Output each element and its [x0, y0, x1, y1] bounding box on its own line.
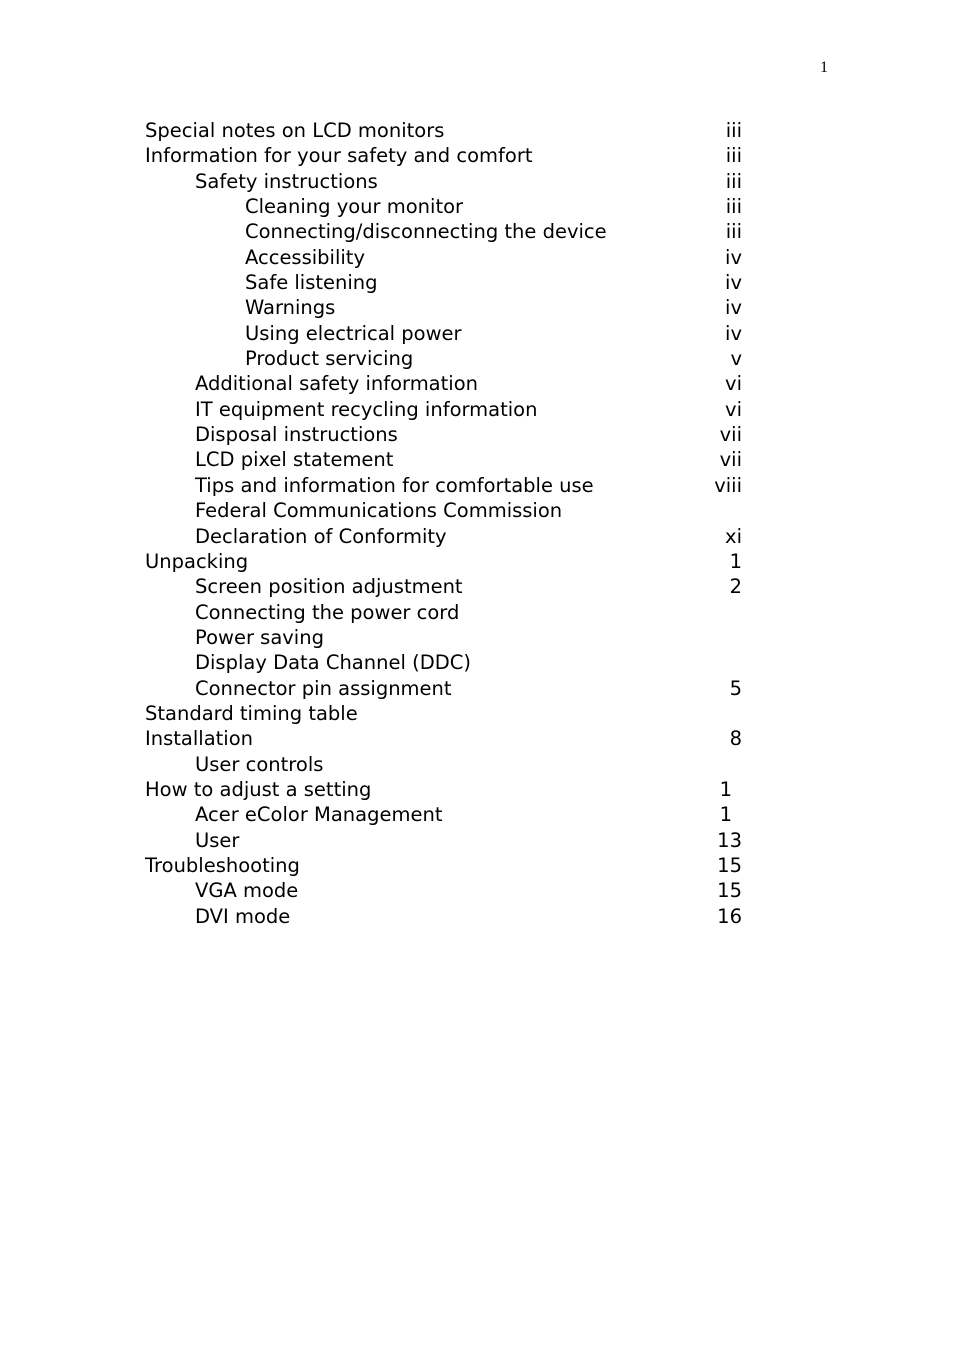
- toc-entry-title: Unpacking: [145, 549, 249, 573]
- toc-entry-title: Display Data Channel (DDC): [195, 651, 471, 675]
- toc-entry-title: Installation: [145, 727, 254, 751]
- toc-entry-title: Disposal instructions: [195, 423, 398, 447]
- toc-entry: [145, 346, 745, 371]
- toc-entry-title: Connector pin assignment: [195, 676, 452, 700]
- toc-entry-page: vii: [719, 423, 742, 447]
- toc-entry-page: iii: [725, 220, 742, 244]
- toc-entry-page: viii: [714, 473, 742, 497]
- toc-entry-title: Tips and information for comfortable use: [195, 473, 594, 497]
- toc-entry-title: Special notes on LCD monitors: [145, 119, 445, 142]
- toc-entry-page: iii: [725, 144, 742, 168]
- toc-entry: [145, 752, 745, 777]
- toc-entry-title: User controls: [195, 752, 324, 776]
- toc-entry: [145, 777, 745, 802]
- toc-entry-page: iii: [725, 169, 742, 193]
- toc-entry: [145, 143, 745, 168]
- toc-entry-page: vi: [725, 372, 742, 396]
- toc-entry-title: Cleaning your monitor: [245, 195, 464, 219]
- toc-entry: [145, 194, 745, 219]
- toc-entry-page: 5: [729, 676, 742, 700]
- toc-entry: [145, 371, 745, 396]
- toc-entry-page: iii: [725, 119, 742, 142]
- toc-entry-page: 8: [729, 727, 742, 751]
- toc-entry-title: Additional safety information: [195, 372, 478, 396]
- toc-entry: [145, 904, 745, 929]
- toc-entry: [145, 701, 745, 726]
- toc-entry-page: vi: [725, 397, 742, 421]
- toc-entry-title: Warnings: [245, 296, 336, 320]
- toc-entry: [145, 219, 745, 244]
- toc-entry-title: DVI mode: [195, 904, 291, 928]
- toc-entry: [145, 802, 745, 827]
- toc-entry: [145, 524, 745, 549]
- toc-entry-title: Screen position adjustment: [195, 575, 463, 599]
- toc-entry-title: LCD pixel statement: [195, 448, 394, 472]
- toc-entry-page: 16: [717, 904, 742, 928]
- toc-entry-title: Information for your safety and comfort: [145, 144, 533, 168]
- toc-entry-page: 1: [729, 549, 742, 573]
- toc-entry-title: Power saving: [195, 625, 324, 649]
- toc-entry: [145, 853, 745, 878]
- toc-entry-page: iv: [725, 245, 742, 269]
- toc-entry-page: v: [730, 347, 742, 371]
- toc-entry-title: Connecting/disconnecting the device: [245, 220, 607, 244]
- toc-entry-page: iii: [725, 195, 742, 219]
- toc-entry: [145, 397, 745, 422]
- toc-entry: [145, 625, 745, 650]
- toc-entry: [145, 828, 745, 853]
- toc-entry-title: Acer eColor Management: [195, 803, 443, 827]
- toc-entry-title: Safety instructions: [195, 169, 378, 193]
- toc-entry-page: 1: [719, 777, 732, 801]
- toc-entry-title: How to adjust a setting: [145, 777, 372, 801]
- toc-entry-title: Troubleshooting: [145, 853, 300, 877]
- toc-entry-title: User: [195, 828, 240, 852]
- toc-entry-page: 13: [717, 828, 742, 852]
- toc-entry-page: xi: [725, 524, 742, 548]
- toc-entry-title: Standard timing table: [145, 701, 358, 725]
- table-of-contents: [145, 118, 745, 929]
- toc-entry: [145, 270, 745, 295]
- toc-entry: [145, 473, 745, 498]
- toc-entry: [145, 245, 745, 270]
- toc-entry-page: 15: [717, 879, 742, 903]
- toc-entry-title: Safe listening: [245, 271, 378, 295]
- toc-entry-title: Federal Communications Commission: [195, 499, 563, 523]
- toc-entry: [145, 498, 745, 523]
- toc-entry: [145, 321, 745, 346]
- toc-entry: [145, 447, 745, 472]
- toc-entry: [145, 422, 745, 447]
- toc-entry-page: 15: [717, 853, 742, 877]
- toc-entry: [145, 574, 745, 599]
- toc-entry: [145, 295, 745, 320]
- toc-entry: [145, 878, 745, 903]
- toc-entry-title: Product servicing: [245, 347, 414, 371]
- toc-entry-page: iv: [725, 296, 742, 320]
- toc-entry: [145, 726, 745, 751]
- toc-entry-page: iv: [725, 271, 742, 295]
- toc-entry: [145, 169, 745, 194]
- toc-entry-page: 1: [719, 803, 732, 827]
- toc-entry-title: VGA mode: [195, 879, 299, 903]
- toc-entry: [145, 118, 745, 143]
- toc-entry-page: iv: [725, 321, 742, 345]
- toc-entry-title: IT equipment recycling information: [195, 397, 538, 421]
- toc-entry-title: Using electrical power: [245, 321, 462, 345]
- toc-entry: [145, 549, 745, 574]
- toc-entry: [145, 650, 745, 675]
- toc-entry-title: Declaration of Conformity: [195, 524, 447, 548]
- toc-entry: [145, 600, 745, 625]
- toc-entry-title: Connecting the power cord: [195, 600, 460, 624]
- toc-entry-page: 2: [729, 575, 742, 599]
- toc-entry-title: Accessibility: [245, 245, 365, 269]
- page-number: 1: [820, 59, 828, 76]
- toc-entry: [145, 676, 745, 701]
- toc-entry-page: vii: [719, 448, 742, 472]
